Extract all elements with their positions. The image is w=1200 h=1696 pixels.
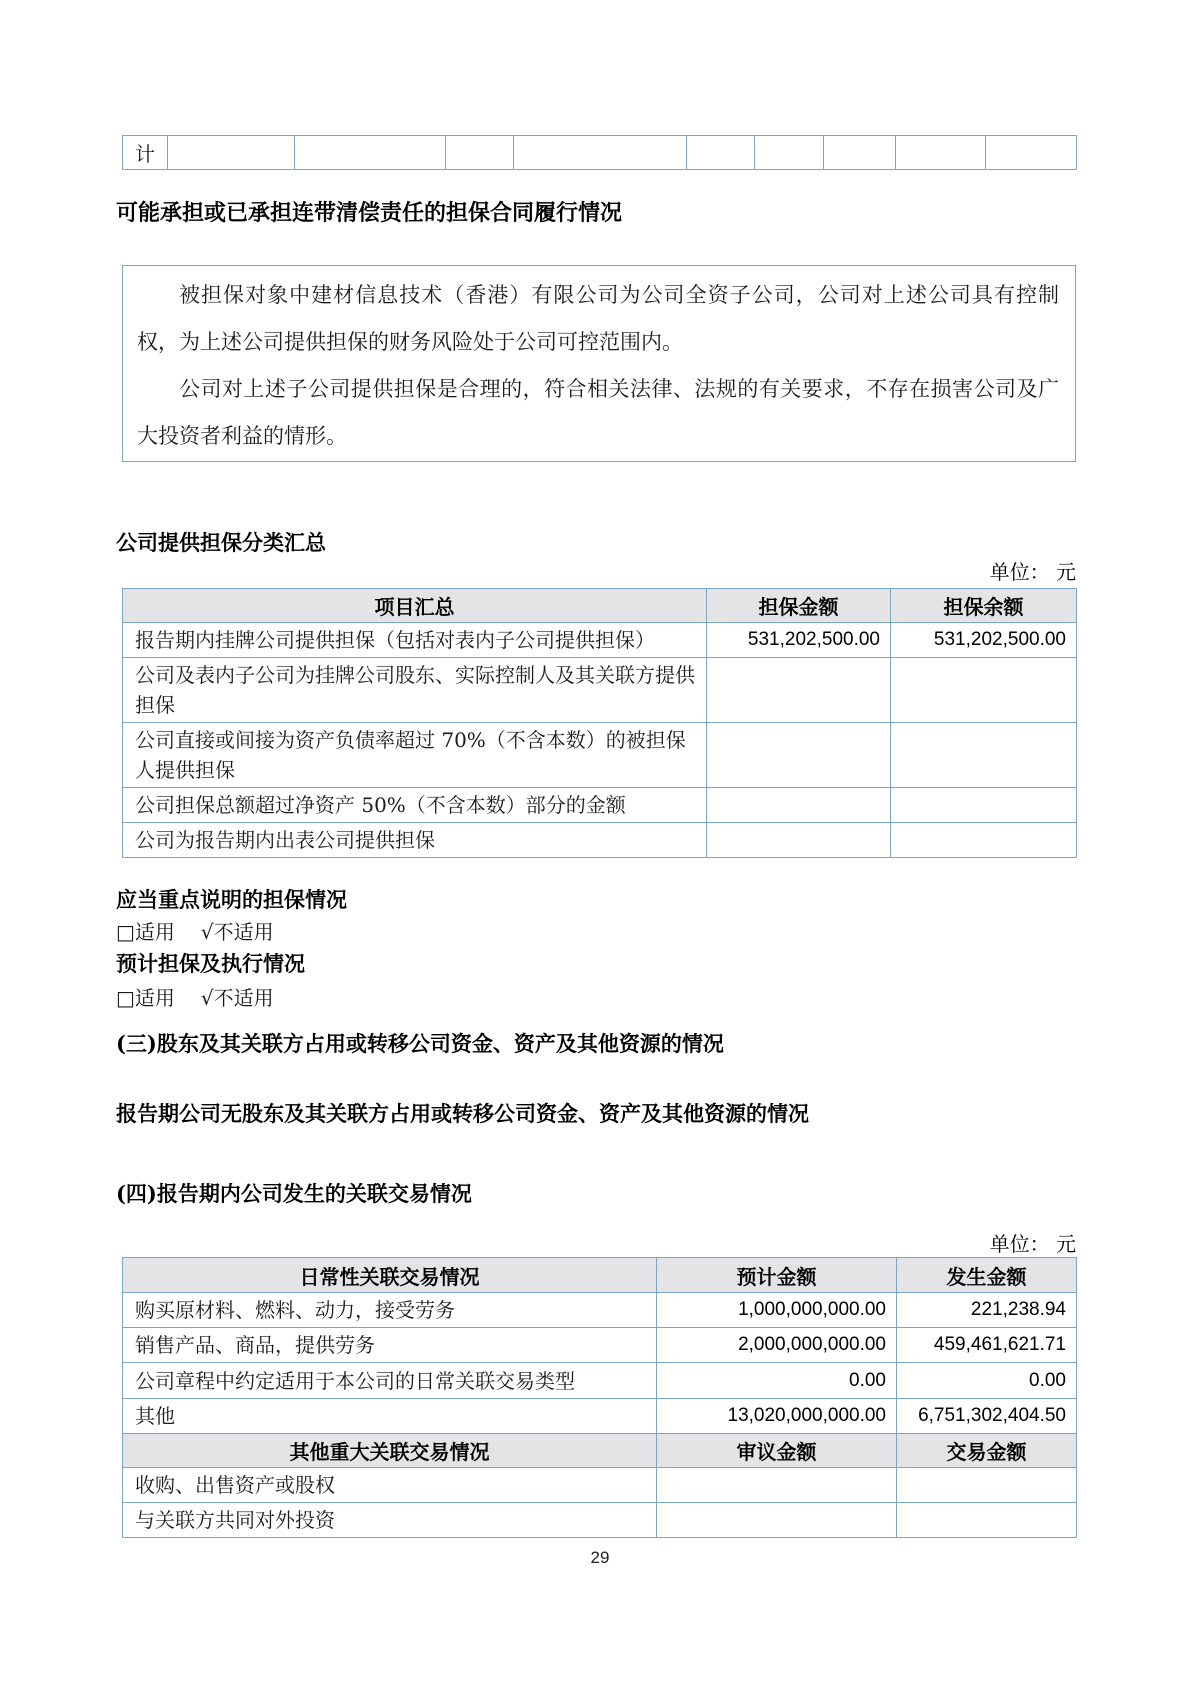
- table-row: [123, 788, 1077, 823]
- actual-amount-cell: 6,751,302,404.50: [897, 1399, 1077, 1434]
- item-cell: 公司及表内子公司为挂牌公司股东、实际控制人及其关联方提供担保: [123, 658, 707, 723]
- expected-guarantee-options: [116, 982, 274, 1011]
- section-heading-four: (四)报告期内公司发生的关联交易情况: [116, 1181, 472, 1206]
- expected-amount-cell: 2,000,000,000.00: [657, 1328, 897, 1363]
- table-row: [123, 1399, 1077, 1434]
- balance-cell: 531,202,500.00: [891, 623, 1077, 658]
- unit-label: 单位： 元: [989, 560, 1076, 584]
- expected-amount-cell: 1,000,000,000.00: [657, 1293, 897, 1328]
- item-cell: 其他: [123, 1399, 657, 1434]
- empty-cell: [514, 136, 687, 170]
- table-row: [123, 1328, 1077, 1363]
- column-header-major-transactions: 其他重大关联交易情况: [123, 1434, 657, 1468]
- table-row: [123, 1503, 1077, 1538]
- item-cell: 购买原材料、燃料、动力，接受劳务: [123, 1293, 657, 1328]
- amount-cell: [707, 658, 891, 723]
- table-header-row: [123, 1258, 1077, 1293]
- heading-important-guarantee: 应当重点说明的担保情况: [116, 887, 347, 912]
- total-row-table-grid: [122, 135, 1077, 170]
- item-cell: 与关联方共同对外投资: [123, 1503, 657, 1538]
- column-header-item: 项目汇总: [123, 589, 707, 623]
- checkbox-not-applicable: √不适用: [200, 986, 274, 1010]
- table-row: [123, 1468, 1077, 1503]
- empty-cell: [295, 136, 446, 170]
- column-header-reviewed-amount: 审议金额: [657, 1434, 897, 1468]
- section-heading-three: (三)股东及其关联方占用或转移公司资金、资产及其他资源的情况: [116, 1031, 724, 1056]
- balance-cell: [891, 723, 1077, 788]
- related-transactions-table: [122, 1257, 1077, 1538]
- related-transactions-grid: [122, 1257, 1077, 1538]
- item-cell: 公司担保总额超过净资产 50%（不含本数）部分的金额: [123, 788, 707, 823]
- amount-cell: [707, 823, 891, 858]
- item-cell: 报告期内挂牌公司提供担保（包括对表内子公司提供担保）: [123, 623, 707, 658]
- actual-amount-cell: 221,238.94: [897, 1293, 1077, 1328]
- guarantee-notice-box: [122, 265, 1076, 462]
- table-row: [123, 623, 1077, 658]
- empty-cell: [755, 136, 824, 170]
- expected-amount-cell: 0.00: [657, 1363, 897, 1399]
- actual-amount-cell: 0.00: [897, 1363, 1077, 1399]
- heading-expected-guarantee: 预计担保及执行情况: [116, 951, 305, 976]
- guarantee-summary-table: [122, 588, 1077, 858]
- checkbox-applicable: □适用: [116, 986, 175, 1010]
- item-cell: 收购、出售资产或股权: [123, 1468, 657, 1503]
- empty-cell: [896, 136, 986, 170]
- total-row-table: [122, 135, 1077, 170]
- amount-cell: 531,202,500.00: [707, 623, 891, 658]
- section-heading-guarantee-summary: 公司提供担保分类汇总: [116, 530, 326, 555]
- section-three-statement: 报告期公司无股东及其关联方占用或转移公司资金、资产及其他资源的情况: [116, 1101, 809, 1126]
- expected-amount-cell: 13,020,000,000.00: [657, 1399, 897, 1434]
- table-row: [123, 658, 1077, 723]
- balance-cell: [891, 788, 1077, 823]
- total-label-cell: 计: [123, 136, 168, 170]
- checkbox-not-applicable: √不适用: [200, 920, 274, 944]
- empty-cell: [168, 136, 295, 170]
- item-cell: 公司直接或间接为资产负债率超过 70%（不含本数）的被担保人提供担保: [123, 723, 707, 788]
- table-header-row: [123, 589, 1077, 623]
- table-row: [123, 823, 1077, 858]
- empty-cell: [446, 136, 514, 170]
- column-header-traded-amount: 交易金额: [897, 1434, 1077, 1468]
- reviewed-amount-cell: [657, 1503, 897, 1538]
- column-header-daily-transactions: 日常性关联交易情况: [123, 1258, 657, 1293]
- item-cell: 公司章程中约定适用于本公司的日常关联交易类型: [123, 1363, 657, 1399]
- notice-paragraph: 公司对上述子公司提供担保是合理的，符合相关法律、法规的有关要求，不存在损害公司及广大投资者利益的情形。: [137, 377, 1059, 448]
- item-cell: 公司为报告期内出表公司提供担保: [123, 823, 707, 858]
- actual-amount-cell: 459,461,621.71: [897, 1328, 1077, 1363]
- table-row: [123, 1293, 1077, 1328]
- column-header-balance: 担保余额: [891, 589, 1077, 623]
- checkbox-applicable: □适用: [116, 920, 175, 944]
- amount-cell: [707, 788, 891, 823]
- important-guarantee-options: [116, 916, 274, 945]
- item-cell: 销售产品、商品，提供劳务: [123, 1328, 657, 1363]
- column-header-expected-amount: 预计金额: [657, 1258, 897, 1293]
- column-header-amount: 担保金额: [707, 589, 891, 623]
- empty-cell: [687, 136, 755, 170]
- balance-cell: [891, 823, 1077, 858]
- reviewed-amount-cell: [657, 1468, 897, 1503]
- section-heading-guarantee-contract: 可能承担或已承担连带清偿责任的担保合同履行情况: [116, 200, 623, 226]
- traded-amount-cell: [897, 1503, 1077, 1538]
- table-header-row: [123, 1434, 1077, 1468]
- table-row: [123, 136, 1077, 170]
- table-row: [123, 1363, 1077, 1399]
- empty-cell: [986, 136, 1077, 170]
- notice-paragraph: 被担保对象中建材信息技术（香港）有限公司为公司全资子公司，公司对上述公司具有控制权，为上述公司提供担保的财务风险处于公司可控范围内。: [137, 283, 1059, 354]
- empty-cell: [824, 136, 896, 170]
- unit-label: 单位： 元: [989, 1232, 1076, 1256]
- balance-cell: [891, 658, 1077, 723]
- page-number: 29: [590, 1548, 610, 1567]
- amount-cell: [707, 723, 891, 788]
- traded-amount-cell: [897, 1468, 1077, 1503]
- column-header-actual-amount: 发生金额: [897, 1258, 1077, 1293]
- guarantee-summary-grid: [122, 588, 1077, 858]
- table-row: [123, 723, 1077, 788]
